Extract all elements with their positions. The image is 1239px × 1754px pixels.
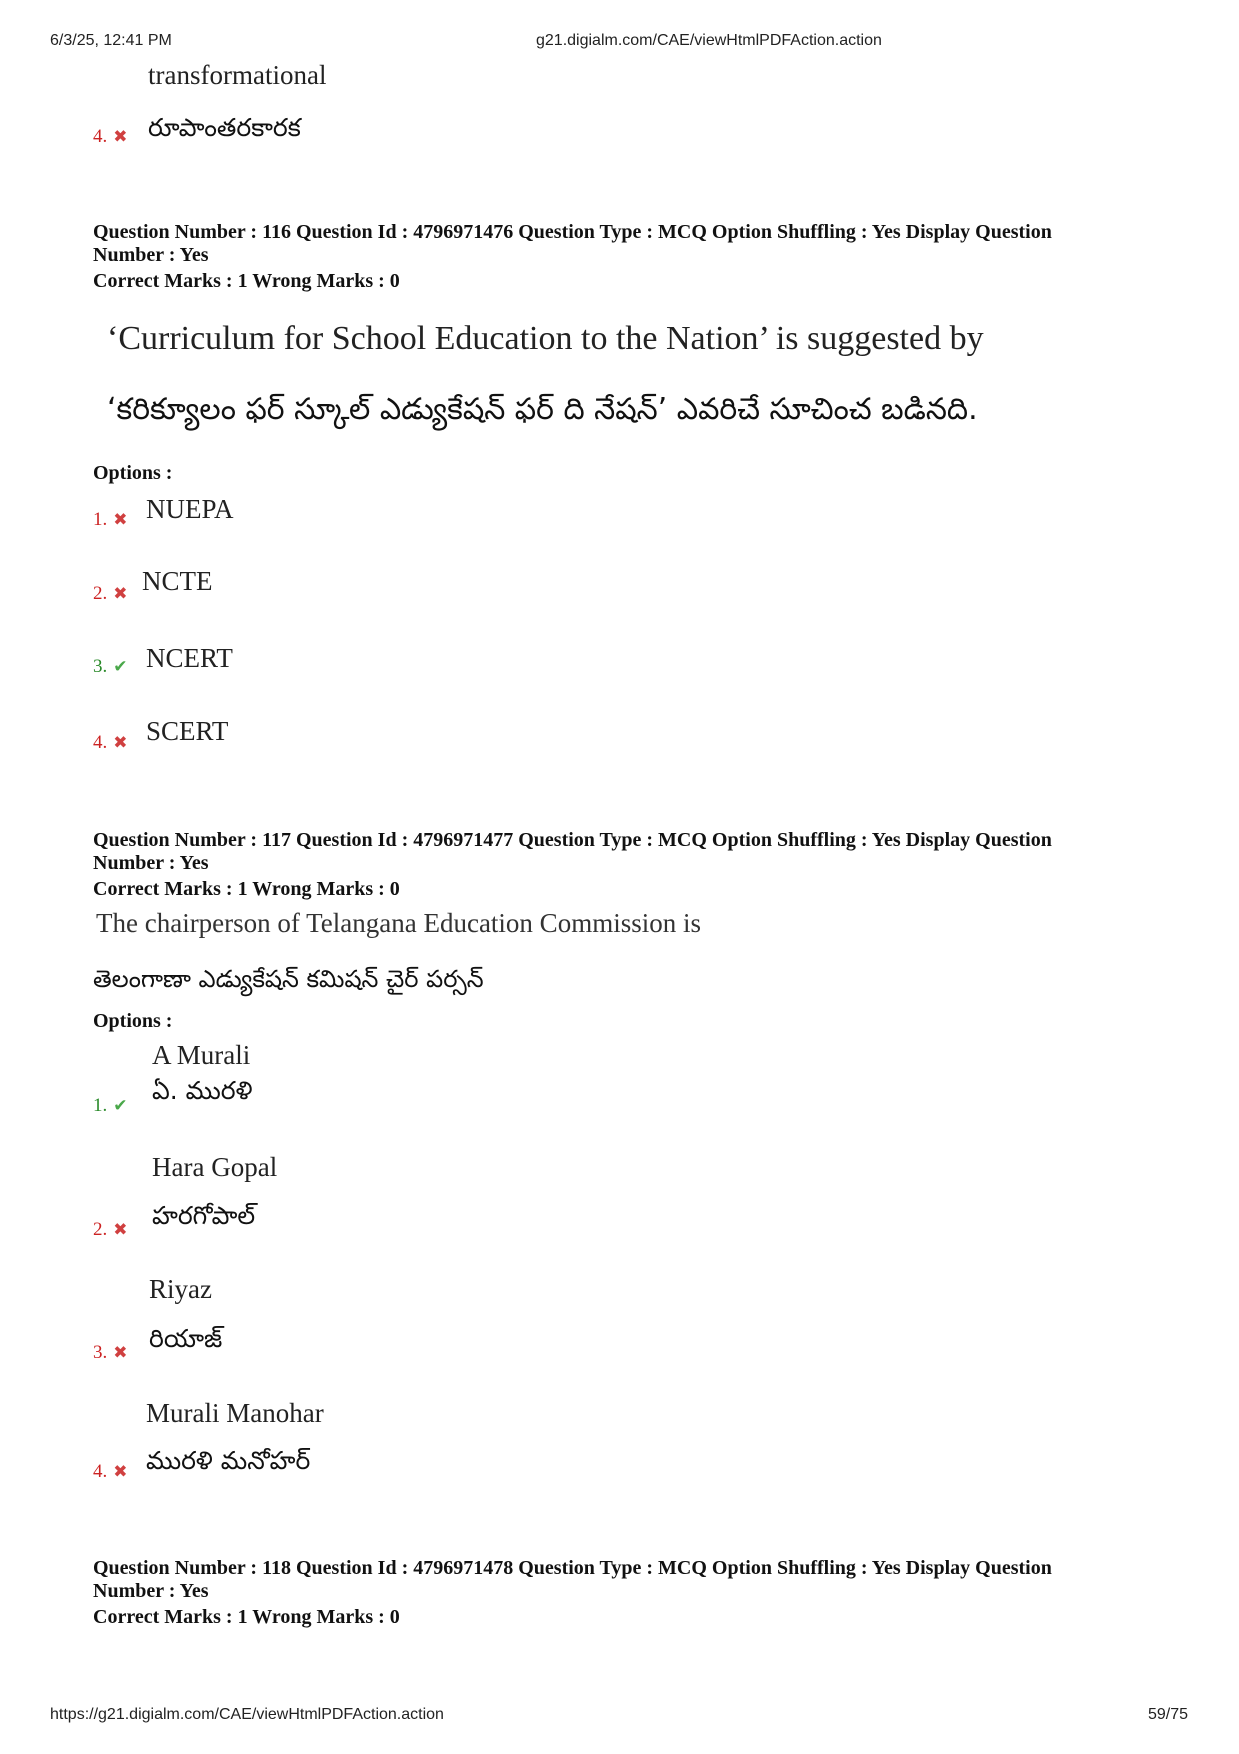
q116-option-2 <box>93 583 128 605</box>
option-number: 1. <box>93 1095 108 1116</box>
header-datetime: 6/3/25, 12:41 PM <box>50 32 172 49</box>
cross-icon: ✖ <box>113 510 128 529</box>
q116-meta-line1: Question Number : 116 Question Id : 4796971476 Question Type : MCQ Option Shuffling : Yes Display Question <box>93 221 1052 243</box>
option-number: 2. <box>93 583 108 604</box>
q118-meta-line2: Number : Yes <box>93 1580 209 1602</box>
q117-option-2-en: Hara Gopal <box>152 1152 278 1182</box>
cross-icon: ✖ <box>113 127 128 146</box>
q116-option-2-text: NCTE <box>142 566 213 596</box>
q117-option-2 <box>93 1219 128 1241</box>
footer-url: https://g21.digialm.com/CAE/viewHtmlPDFAction.action <box>50 1706 444 1723</box>
header-url: g21.digialm.com/CAE/viewHtmlPDFAction.action <box>536 32 882 49</box>
q116-question-en: ‘Curriculum for School Education to the Nation’ is suggested by <box>107 320 984 357</box>
q116-option-1 <box>93 509 128 531</box>
q116-option-1-text: NUEPA <box>146 494 234 524</box>
q117-option-1-te: ఏ. మురళి <box>152 1076 253 1105</box>
q116-meta <box>93 221 1153 293</box>
q116-options-label: Options : <box>93 462 173 484</box>
q118-meta-line1: Question Number : 118 Question Id : 4796971478 Question Type : MCQ Option Shuffling : Yes Display Question <box>93 1557 1052 1579</box>
q116-meta-line2: Number : Yes <box>93 244 209 266</box>
option-number: 3. <box>93 656 108 677</box>
prev-option-en: transformational <box>148 60 327 90</box>
q117-marks: Correct Marks : 1 Wrong Marks : 0 <box>93 878 400 900</box>
q118-marks: Correct Marks : 1 Wrong Marks : 0 <box>93 1606 400 1628</box>
prev-option-4 <box>93 126 128 148</box>
q117-option-2-te: హరగోపాల్ <box>152 1201 256 1230</box>
q117-question-te: తెలంగాణా ఎడ్యుకేషన్ కమిషన్ చైర్ పర్సన్ <box>93 965 484 993</box>
cross-icon: ✖ <box>113 1343 128 1362</box>
q116-option-4 <box>93 732 128 754</box>
q117-option-4 <box>93 1461 128 1483</box>
q116-option-3 <box>93 656 128 678</box>
check-icon: ✔ <box>113 657 128 676</box>
prev-option-4-te: రూపాంతరకారక <box>148 113 301 142</box>
q117-option-3-te: రియాజ్ <box>149 1324 223 1353</box>
cross-icon: ✖ <box>113 584 128 603</box>
q117-question-en: The chairperson of Telangana Education Commission is <box>96 908 701 938</box>
option-number: 4. <box>93 1461 108 1482</box>
option-number: 1. <box>93 509 108 530</box>
check-icon: ✔ <box>113 1096 128 1115</box>
q117-meta <box>93 829 1153 901</box>
q116-option-3-text: NCERT <box>146 643 233 673</box>
q117-options-label: Options : <box>93 1010 173 1032</box>
q118-meta <box>93 1557 1153 1629</box>
footer-page-number: 59/75 <box>1148 1706 1189 1723</box>
q117-option-1-en: A Murali <box>152 1040 251 1070</box>
q117-option-3-en: Riyaz <box>149 1274 212 1304</box>
q117-option-1 <box>93 1095 128 1117</box>
q117-option-4-te: మురళి మనోహర్ <box>146 1446 311 1475</box>
q117-meta-line2: Number : Yes <box>93 852 209 874</box>
cross-icon: ✖ <box>113 1220 128 1239</box>
option-number: 3. <box>93 1342 108 1363</box>
q116-question-te: ‘కరిక్యూలం ఫర్ స్కూల్ ఎడ్యుకేషన్ ఫర్ ది నేషన్’ ఎవరిచే సూచించ బడినది. <box>107 392 978 427</box>
cross-icon: ✖ <box>113 733 128 752</box>
q116-marks: Correct Marks : 1 Wrong Marks : 0 <box>93 270 400 292</box>
q117-meta-line1: Question Number : 117 Question Id : 4796971477 Question Type : MCQ Option Shuffling : Yes Display Question <box>93 829 1052 851</box>
option-number: 2. <box>93 1219 108 1240</box>
q116-option-4-text: SCERT <box>146 716 229 746</box>
q117-option-4-en: Murali Manohar <box>146 1398 324 1428</box>
option-number: 4. <box>93 732 108 753</box>
cross-icon: ✖ <box>113 1462 128 1481</box>
option-number: 4. <box>93 126 108 147</box>
q117-option-3 <box>93 1342 128 1364</box>
